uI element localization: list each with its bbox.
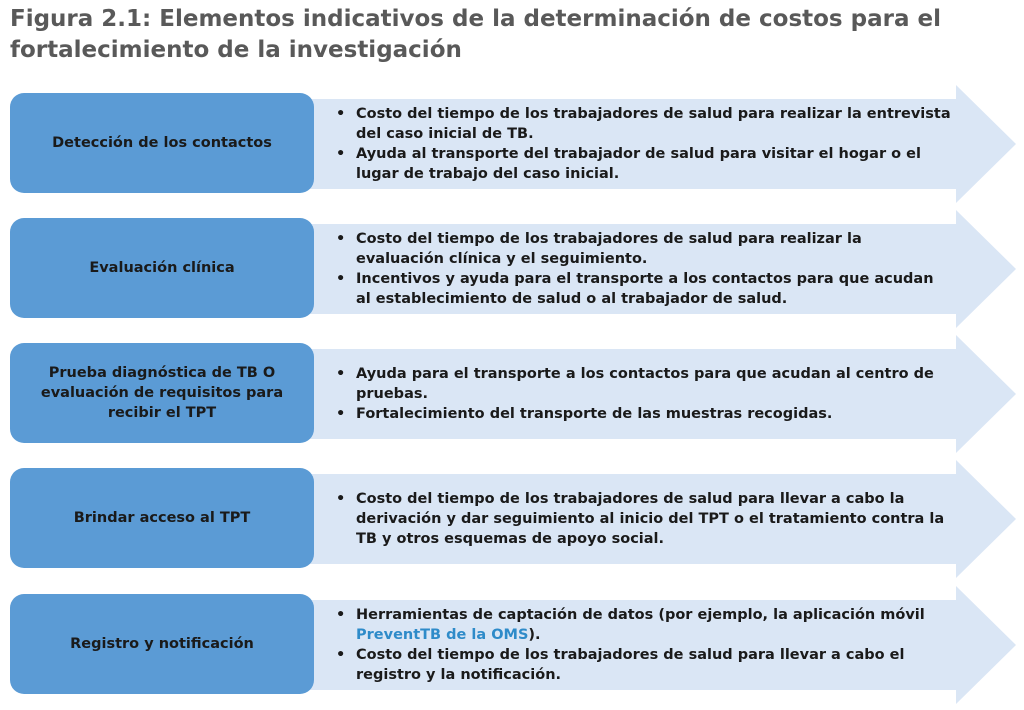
bullet-suffix: ). (528, 627, 541, 643)
row-label-box (10, 93, 314, 193)
row-label: Prueba diagnóstica de TB O evaluación de requisitos para recibir el TPT (40, 365, 284, 421)
row-label: Detección de los contactos (52, 135, 272, 151)
row-prueba-diagnostica (0, 335, 1024, 453)
row-label-box (10, 468, 314, 568)
bullet-item: • Fortalecimiento del transporte de las muestras recogidas. (332, 404, 952, 424)
bullet-list (332, 460, 952, 578)
row-label-box (10, 218, 314, 318)
bullet-list (332, 85, 952, 203)
row-label: Evaluación clínica (89, 260, 235, 276)
bullet-list (332, 335, 952, 453)
row-label: Brindar acceso al TPT (73, 510, 251, 526)
bullet-item (332, 605, 952, 645)
bullet-item: • Costo del tiempo de los trabajadores de salud para realizar la entrevista del caso inicial de TB. (332, 104, 952, 144)
preventtb-link[interactable]: PreventTB de la OMS (356, 627, 529, 643)
row-brindar-acceso (0, 460, 1024, 578)
row-evaluacion-clinica (0, 210, 1024, 328)
bullet-item: • Costo del tiempo de los trabajadores de salud para realizar la evaluación clínica y el seguimiento. (332, 229, 952, 269)
figure-title (10, 4, 1010, 66)
bullet-item: • Costo del tiempo de los trabajadores de salud para llevar a cabo la derivación y dar seguimiento al inicio del TPT o el tratamiento contra la TB y otros esquemas de apoyo social. (332, 489, 952, 549)
bullet-list (332, 586, 952, 704)
figure-title-line2: fortalecimiento de la investigación (10, 37, 462, 63)
bullet-list (332, 210, 952, 328)
row-label: Registro y notificación (70, 636, 254, 652)
row-deteccion-contactos (0, 85, 1024, 203)
bullet-item: • Ayuda para el transporte a los contactos para que acudan al centro de pruebas. (332, 364, 952, 404)
row-label-box (10, 343, 314, 443)
row-label-box (10, 594, 314, 694)
bullet-item: • Costo del tiempo de los trabajadores de salud para llevar a cabo el registro y la notificación. (332, 645, 952, 685)
row-registro-notificacion (0, 586, 1024, 704)
figure-title-line1: Figura 2.1: Elementos indicativos de la determinación de costos para el (10, 6, 941, 32)
bullet-text: Herramientas de captación de datos (por ejemplo, la aplicación móvil (356, 607, 925, 623)
bullet-item: • Incentivos y ayuda para el transporte a los contactos para que acudan al establecimiento de salud o al trabajador de salud. (332, 269, 952, 309)
bullet-item: • Ayuda al transporte del trabajador de salud para visitar el hogar o el lugar de trabajo del caso inicial. (332, 144, 952, 184)
